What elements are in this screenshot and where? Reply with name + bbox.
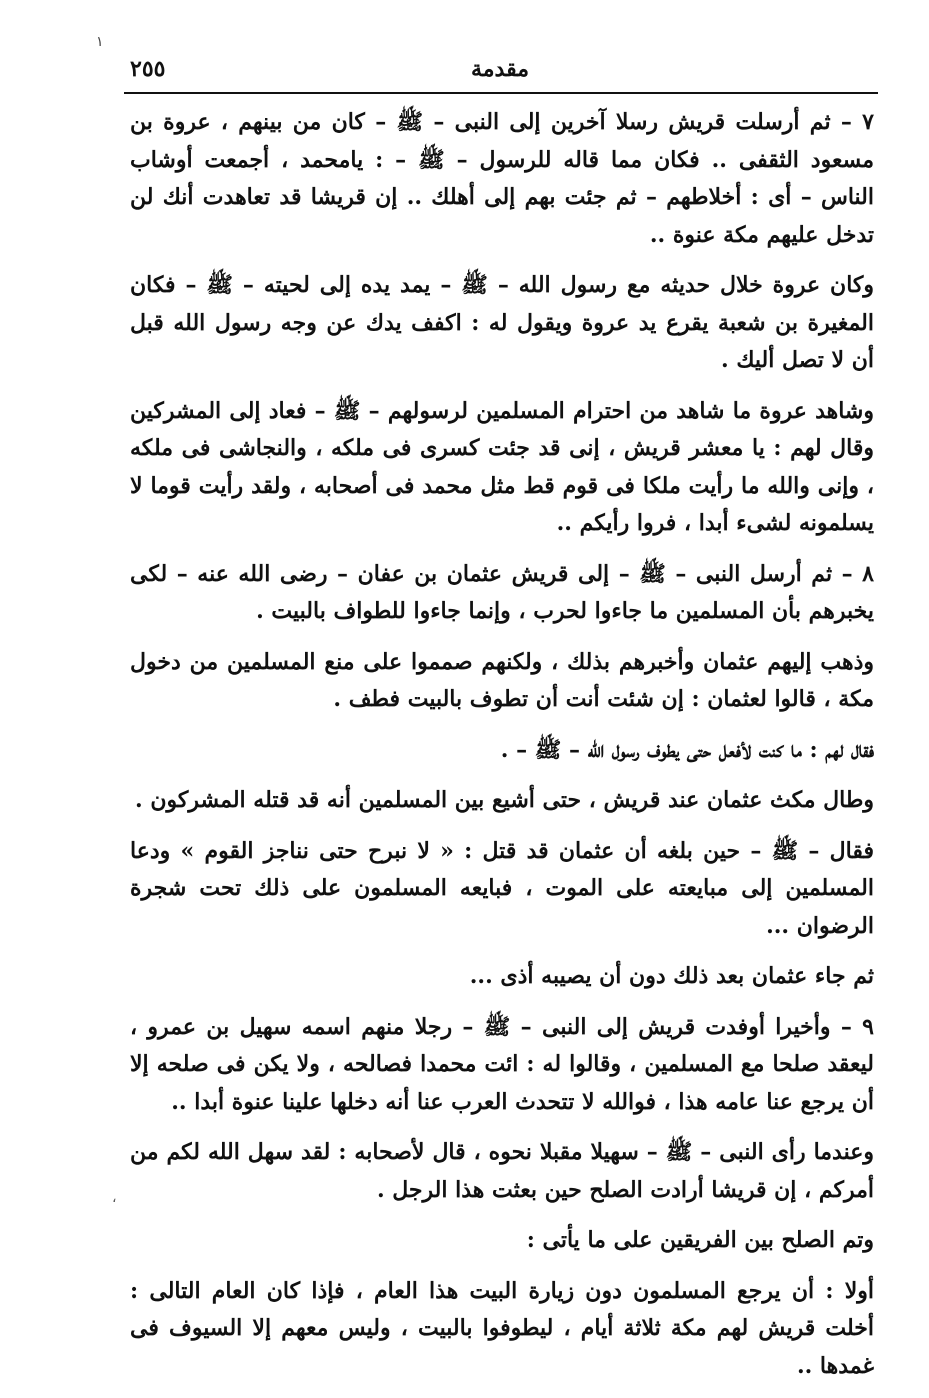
stray-mark: ،: [112, 1190, 117, 1206]
paragraph-suhail-arrives: وعندما رأى النبى – ﷺ – سهيلا مقبلا نحوه ، قال لأصحابه : لقد سهل الله لكم من أمركم ، إن قريشا أرادت الصلح حين بعثت هذا الرجل .: [130, 1139, 874, 1203]
page-number: ٢٥٥: [130, 56, 166, 82]
paragraph-uthman-reply: فقال لهم : ما كنت لأفعل حتى يطوف رسول الله – ﷺ – .: [500, 736, 874, 763]
paragraph-7-envoys: ٧ – ثم أرسلت قريش رسلا آخرين إلى النبى – ﷺ – كان من بينهم ، عروة بن مسعود الثقفى .. فكان مما قاله للرسول – ﷺ – : يامحمد ، أجمعت أوشاب الناس – أى : أخلاطهم – ثم جئت بهم إلى أهلك .. إن قريشا قد تعاهدت أنك لن تدخل عليهم مكة عنوة ..: [130, 109, 874, 248]
paragraph-treaty-first: أولا : أن يرجع المسلمون دون زيارة البيت هذا العام ، فإذا كان العام التالى : أخلت قريش لهم مكة ثلاثة أيام ، ليطوفوا بالبيت ، وليس معهم إلا السيوف فى غمدها ..: [130, 1277, 874, 1379]
paragraph-urwa-return: وشاهد عروة ما شاهد من احترام المسلمين لرسولهم – ﷺ – فعاد إلى المشركين وقال لهم : يا معشر قريش ، إنى قد جئت كسرى فى ملكه ، والنجاشى فى ملكه ، وإنى والله ما رأيت ملكا فى قوم قط مثل محمد فى أصحابه ، ولقد رأيت قوما لا يسلمونه لشىء أبدا ، فروا رأيكم ..: [130, 397, 874, 536]
paragraph-pledge: فقال – ﷺ – حين بلغه أن عثمان قد قتل : « لا نبرح حتى نناجز القوم » ودعا المسلمين إلى مبايعته على الموت ، فبايعه المسلمون على ذلك تحت شجرة الرضوان ...: [130, 837, 874, 939]
paragraph-uthman-returns: ثم جاء عثمان بعد ذلك دون أن يصيبه أذى ...: [469, 963, 874, 989]
paragraph-9-suhail: ٩ – وأخيرا أوفدت قريش إلى النبى – ﷺ – رجلا منهم اسمه سهيل بن عمرو ، ليعقد صلحا مع المسلمين ، وقالوا له : ائت محمدا فصالحه ، ولا يكن فى صلحه إلا أن يرجع عنا عامه هذا ، فوالله لا تتحدث العرب عنا أنه دخلها علينا عنوة أبدا ..: [130, 1013, 874, 1115]
header-rule: [124, 92, 878, 94]
paragraph-urwa-beard: وكان عروة خلال حديثه مع رسول الله – ﷺ – يمد يده إلى لحيته – ﷺ – فكان المغيرة بن شعبة يقرع يد عروة ويقول له : اكفف يدك عن وجه رسول الله قبل أن لا تصل أليك .: [130, 272, 874, 373]
corner-mark: ۱: [96, 34, 104, 50]
paragraph-treaty-intro: وتم الصلح بين الفريقين على ما يأتى :: [526, 1227, 874, 1253]
paragraph-8-uthman: ٨ – ثم أرسل النبى – ﷺ – إلى قريش عثمان بن عفان – رضى الله عنه – لكى يخبرهم بأن المسلمين ما جاءوا لحرب ، وإنما جاءوا للطواف بالبيت .: [130, 560, 874, 624]
running-title: مقدمة: [470, 56, 530, 82]
body-text: [130, 104, 874, 1398]
paragraph-uthman-informs: وذهب إليهم عثمان وأخبرهم بذلك ، ولكنهم صمموا على منع المسلمين من دخول مكة ، قالوا لعثمان : إن شئت أنت أن تطوف بالبيت فطف .: [130, 648, 874, 712]
paragraph-rumor: وطال مكث عثمان عند قريش ، حتى أشيع بين المسلمين أنه قد قتله المشركون .: [135, 787, 874, 813]
page-header: [120, 50, 880, 86]
